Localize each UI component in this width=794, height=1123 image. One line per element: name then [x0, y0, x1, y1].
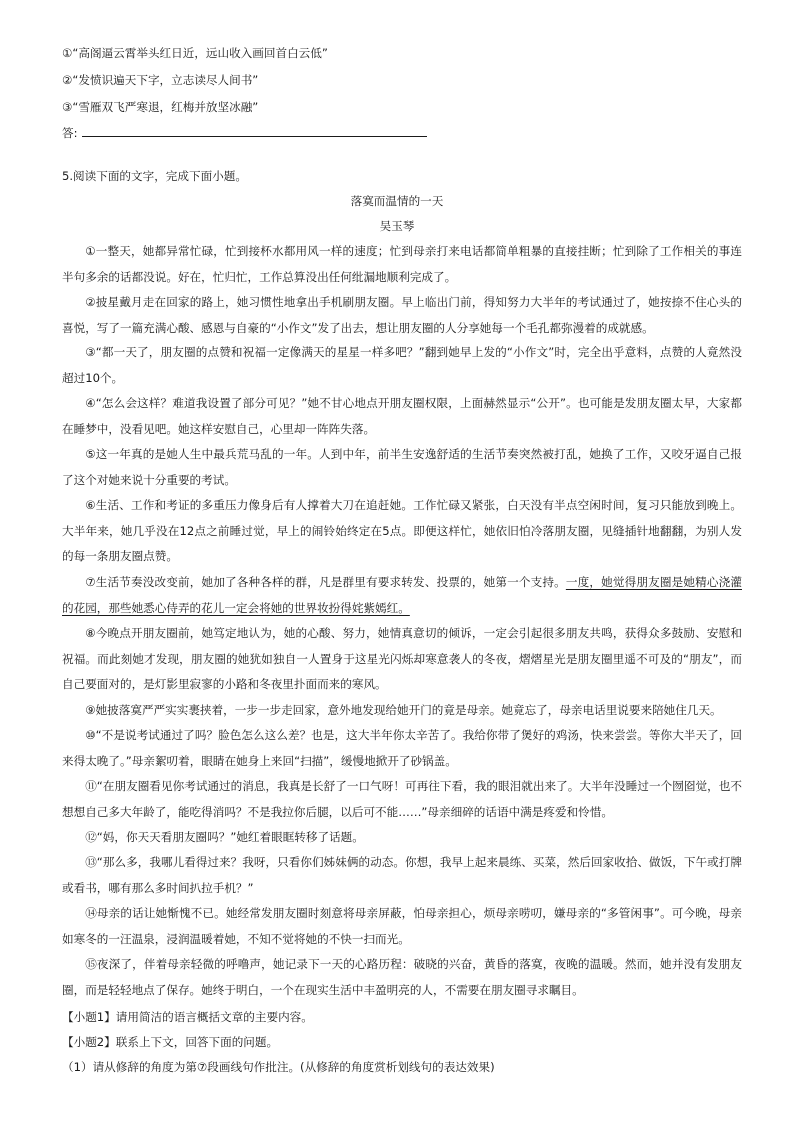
- paragraph-13: ⑬“那么多，我哪儿看得过来？我呀，只看你们姊妹俩的动态。你想，我早上起来晨练、买菜，然后回家收拾、做饭，下午或打牌或看书，哪有那么多时间扒拉手机？”: [62, 855, 742, 895]
- sub-question-2: 【小题2】联系上下文，回答下面的问题。: [62, 1035, 279, 1049]
- sub-question-2-part-1: （1）请从修辞的角度为第⑦段画线句作批注。(从修辞的角度赏析划线句的表达效果): [62, 1060, 495, 1074]
- paragraph-14: ⑭母亲的话让她惭愧不已。她经常发朋友圈时刻意将母亲屏蔽，怕母亲担心，烦母亲唠叨，嫌母亲的“多管闲事”。可今晚，母亲如寒冬的一汪温泉，浸润温暖着她，不知不觉将她的不快一扫而光。: [62, 906, 742, 946]
- paragraph-5: ⑤这一年真的是她人生中最兵荒马乱的一年。人到中年，前半生安逸舒适的生活节奏突然被打乱，她换了工作，又咬牙逼自己报了这个对她来说十分重要的考试。: [62, 447, 742, 487]
- paragraph-12: ⑫“妈，你天天看朋友圈吗？”她红着眼眶转移了话题。: [85, 830, 364, 844]
- paragraph-7-text: ⑦生活节奏没改变前，她加了各种各样的群，凡是群里有要求转发、投票的，她第一个支持。: [85, 575, 566, 589]
- paragraph-3: ③“都一天了，朋友圈的点赞和祝福一定像满天的星星一样多吧？”翻到她早上发的“小作文”时，完全出乎意料，点赞的人竟然没超过10个。: [62, 345, 742, 385]
- paragraph-4: ④“怎么会这样？难道我设置了部分可见？”她不甘心地点开朋友圈权限，上面赫然显示“公开”。也可能是发朋友圈太早，大家都在睡梦中，没看见吧。她这样安慰自己，心里却一阵阵失落。: [62, 396, 742, 436]
- paragraph-6: ⑥生活、工作和考证的多重压力像身后有人撑着大刀在追赶她。工作忙碌又紧张，白天没有半点空闲时间，复习只能放到晚上。大半年来，她几乎没在12点之前睡过觉，早上的闹铃始终定在5点。即便这样忙，她依旧怕冷落朋友圈，见缝插针地翻翻，为别人发的每一条朋友圈点赞。: [62, 498, 742, 563]
- paragraph-1: ①一整天，她都异常忙碌，忙到接杯水都用风一样的速度；忙到母亲打来电话都简单粗暴的直接挂断；忙到除了工作相关的事连半句多余的话都没说。好在，忙归忙，工作总算没出任何纰漏地顺利完成了。: [62, 244, 742, 284]
- sub-question-1: 【小题1】请用简洁的语言概括文章的主要内容。: [62, 1010, 313, 1024]
- paragraph-9: ⑨她披落寞严严实实裹挟着，一步一步走回家，意外地发现给她开门的竟是母亲。她竟忘了，母亲电话里说要来陪她住几天。: [85, 703, 722, 717]
- paragraph-11: ⑪“在朋友圈看见你考试通过的消息，我真是长舒了一口气呀！可再往下看，我的眼泪就出来了。大半年没睡过一个囫囵觉，也不想想自己多大年龄了，能吃得消吗？不是我拉你后腿，以后可不能……”母亲细碎的话语中满是疼爱和怜惜。: [62, 779, 742, 819]
- answer-line: [62, 124, 427, 142]
- poem-line-2: ②“发愤识遍天下字，立志读尽人间书”: [62, 73, 259, 87]
- paragraph-2: ②披星戴月走在回家的路上，她习惯性地拿出手机刷朋友圈。早上临出门前，得知努力大半年的考试通过了，她按捺不住心头的喜悦，写了一篇充满心酸、感恩与自豪的“小作文”发了出去，想让朋友圈的人分享她每一个毛孔都弥漫着的成就感。: [62, 295, 742, 335]
- paragraph-7: [62, 570, 742, 621]
- paragraph-10: ⑩“不是说考试通过了吗？脸色怎么这么差？也是，这大半年你太辛苦了。我给你带了煲好的鸡汤，快来尝尝。等你大半天了，回来得太晚了。”母亲絮叨着，眼睛在她身上来回“扫描”，缓慢地掀开了砂锅盖。: [62, 728, 742, 768]
- answer-blank[interactable]: [82, 124, 427, 137]
- article-author: 吴玉琴: [379, 219, 415, 233]
- paragraph-15: ⑮夜深了，伴着母亲轻微的呼噜声，她记录下一天的心路历程：破晓的兴奋，黄昏的落寞，夜晚的温暖。然而，她并没有发朋友圈，而是轻轻地点了保存。她终于明白，一个在现实生活中丰盈明亮的人，不需要在朋友圈寻求瞩目。: [62, 957, 742, 997]
- paragraph-7-underlined-sentence: 一度，她觉得朋友圈是她精心浇灌的花园，那些她悉心侍弄的花儿一定会将她的世界妆扮得姹紫嫣红。: [62, 575, 742, 615]
- poem-line-1: ①“高阁逼云霄举头红日近，远山收入画回首白云低”: [62, 46, 328, 60]
- question-5-stem: 5.阅读下面的文字，完成下面小题。: [62, 169, 247, 183]
- poem-line-3: ③“雪雁双飞严寒退，红梅并放坚冰融”: [62, 100, 259, 114]
- article-title: 落寞而温情的一天: [350, 194, 444, 208]
- answer-label: 答:: [62, 126, 78, 140]
- paragraph-8: ⑧今晚点开朋友圈前，她笃定地认为，她的心酸、努力，她情真意切的倾诉，一定会引起很多朋友共鸣，获得众多鼓励、安慰和祝福。而此刻她才发现，朋友圈的她犹如独自一人置身于这星光闪烁却寒意袭人的冬夜，熠熠星光是朋友圈里遥不可及的“朋友”，而自己要面对的，是灯影里寂寥的小路和冬夜里扑面而来的寒风。: [62, 626, 742, 691]
